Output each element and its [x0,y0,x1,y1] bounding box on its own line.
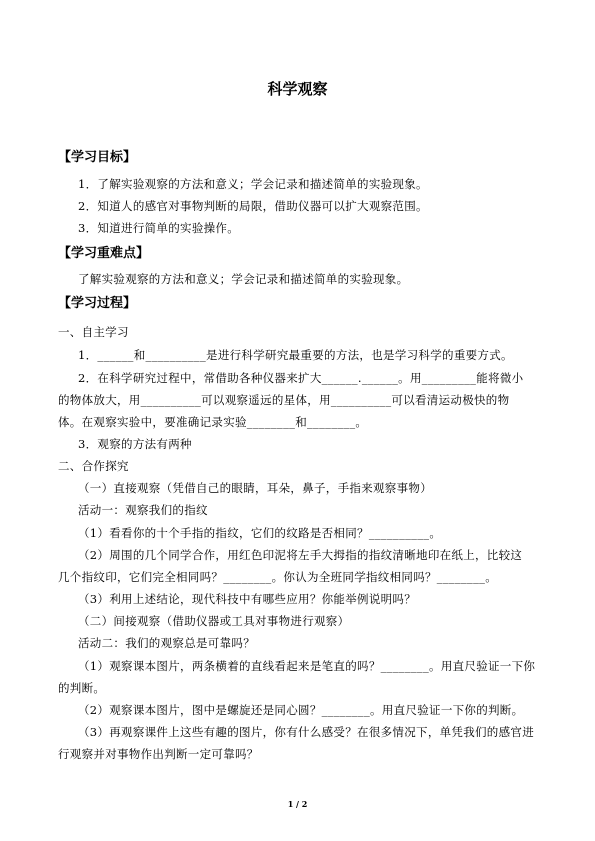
question-line: （3）再观察课件上这些有趣的图片，你有什么感受？在很多情况下，单凭我们的感官进 [78,725,535,739]
goal-item: 1．了解实验观察的方法和意义；学会记录和描述简单的实验现象。 [78,177,428,191]
question-line: （1）观察课本图片，两条横着的直线看起来是笔直的吗？________。用直尺验证一下你 [78,659,536,673]
question-line: 2．在科学研究过程中，常借助各种仪器来扩大______.______。用_________能将微小 [78,371,524,385]
keypoints-text: 了解实验观察的方法和意义；学会记录和描述简单的实验现象。 [78,272,409,286]
activity-title: 活动一：观察我们的指纹 [78,503,208,517]
question-line: （1）看看你的十个手指的指纹，它们的纹路是否相同？__________。 [78,526,442,540]
question-line: 体。在观察实验中，要准确记录实验________和________。 [58,415,368,429]
indirect-observation-heading: （二）间接观察（借助仪器或工具对事物进行观察） [78,614,350,628]
question-line: （2）周围的几个同学合作，用红色印泥将左手大拇指的指纹清晰地印在纸上，比较这 [78,548,523,562]
section-heading-process: 【学习过程】 [58,296,137,311]
goal-item: 3．知道进行简单的实验操作。 [78,221,240,235]
question-line: 的物体放大，用__________可以观察遥远的星体，用__________可以看清运动极快的物 [58,393,510,407]
subheading-coop: 二、合作探究 [58,459,129,473]
section-heading-keypoints: 【学习重难点】 [58,246,150,261]
question-line: （2）观察课本图片，图中是螺旋还是同心圆？________。用直尺验证一下你的判断。 [78,703,524,717]
question-line: 行观察并对事物作出判断一定可靠吗？ [58,747,259,761]
page-number: 1 / 2 [287,799,308,809]
document-title: 科学观察 [267,80,328,98]
question-line: 3．观察的方法有两种 [78,437,192,451]
subheading-self-study: 一、自主学习 [58,325,129,339]
goal-item: 2．知道人的感官对事物判断的局限，借助仪器可以扩大观察范围。 [78,199,428,213]
question-line: 的判断。 [58,681,106,695]
question-line: 几个指纹印，它们完全相同吗？________。你认为全班同学指纹相同吗？________。 [58,570,497,584]
question-line: 1．______和__________是进行科学研究最重要的方法，也是学习科学的重要方式。 [78,348,513,362]
direct-observation-heading: （一）直接观察（凭借自己的眼睛，耳朵，鼻子，手指来观察事物） [78,481,432,495]
question-line: （3）利用上述结论，现代科技中有哪些应用？你能举例说明吗？ [78,592,417,606]
section-heading-goals: 【学习目标】 [58,150,137,165]
activity-title: 活动二：我们的观察总是可靠吗？ [78,636,255,650]
